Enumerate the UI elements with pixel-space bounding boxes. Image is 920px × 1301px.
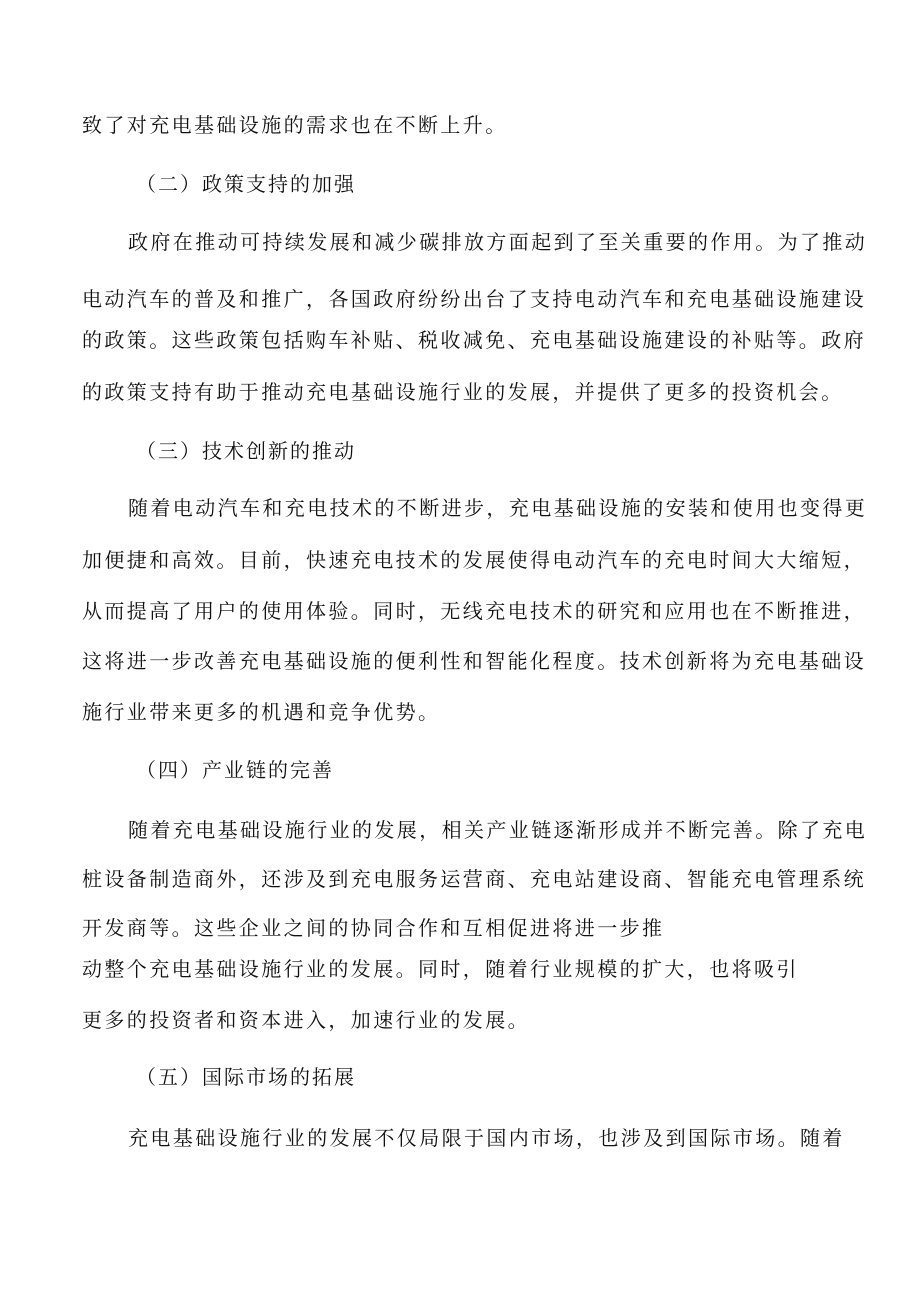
paragraph-line: 从而提高了用户的使用体验。同时，无线充电技术的研究和应用也在不断推进，	[82, 599, 866, 623]
paragraph-line: 这将进一步改善充电基础设施的便利性和智能化程度。技术创新将为充电基础设	[82, 649, 866, 673]
section-heading-2: （二）政策支持的加强	[136, 172, 356, 196]
paragraph-line: 动整个充电基础设施行业的发展。同时，随着行业规模的扩大，也将吸引	[82, 957, 799, 981]
paragraph-line: 随着电动汽车和充电技术的不断进步，充电基础设施的安装和使用也变得更	[128, 496, 868, 520]
section-heading-3: （三）技术创新的推动	[136, 439, 356, 463]
paragraph-line: 更多的投资者和资本进入，加速行业的发展。	[82, 1008, 530, 1032]
paragraph-line: 的政策。这些政策包括购车补贴、税收减免、充电基础设施建设的补贴等。政府	[82, 328, 866, 352]
paragraph-line: 充电基础设施行业的发展不仅局限于国内市场，也涉及到国际市场。随着	[128, 1126, 845, 1150]
paragraph-line: 政府在推动可持续发展和减少碳排放方面起到了至关重要的作用。为了推动	[128, 230, 868, 254]
paragraph-line: 致了对充电基础设施的需求也在不断上升。	[82, 113, 508, 137]
section-heading-4: （四）产业链的完善	[136, 758, 334, 782]
paragraph-line: 加便捷和高效。目前，快速充电技术的发展使得电动汽车的充电时间大大缩短，	[82, 548, 866, 572]
paragraph-line: 电动汽车的普及和推广，各国政府纷纷出台了支持电动汽车和充电基础设施建设	[82, 287, 866, 311]
section-heading-5: （五）国际市场的拓展	[136, 1065, 356, 1089]
paragraph-line: 开发商等。这些企业之间的协同合作和互相促进将进一步推	[82, 916, 665, 940]
paragraph-line: 的政策支持有助于推动充电基础设施行业的发展，并提供了更多的投资机会。	[82, 380, 844, 404]
paragraph-line: 随着充电基础设施行业的发展，相关产业链逐渐形成并不断完善。除了充电	[128, 818, 868, 842]
paragraph-line: 桩设备制造商外，还涉及到充电服务运营商、充电站建设商、智能充电管理系统	[82, 867, 866, 891]
paragraph-line: 施行业带来更多的机遇和竞争优势。	[82, 700, 441, 724]
